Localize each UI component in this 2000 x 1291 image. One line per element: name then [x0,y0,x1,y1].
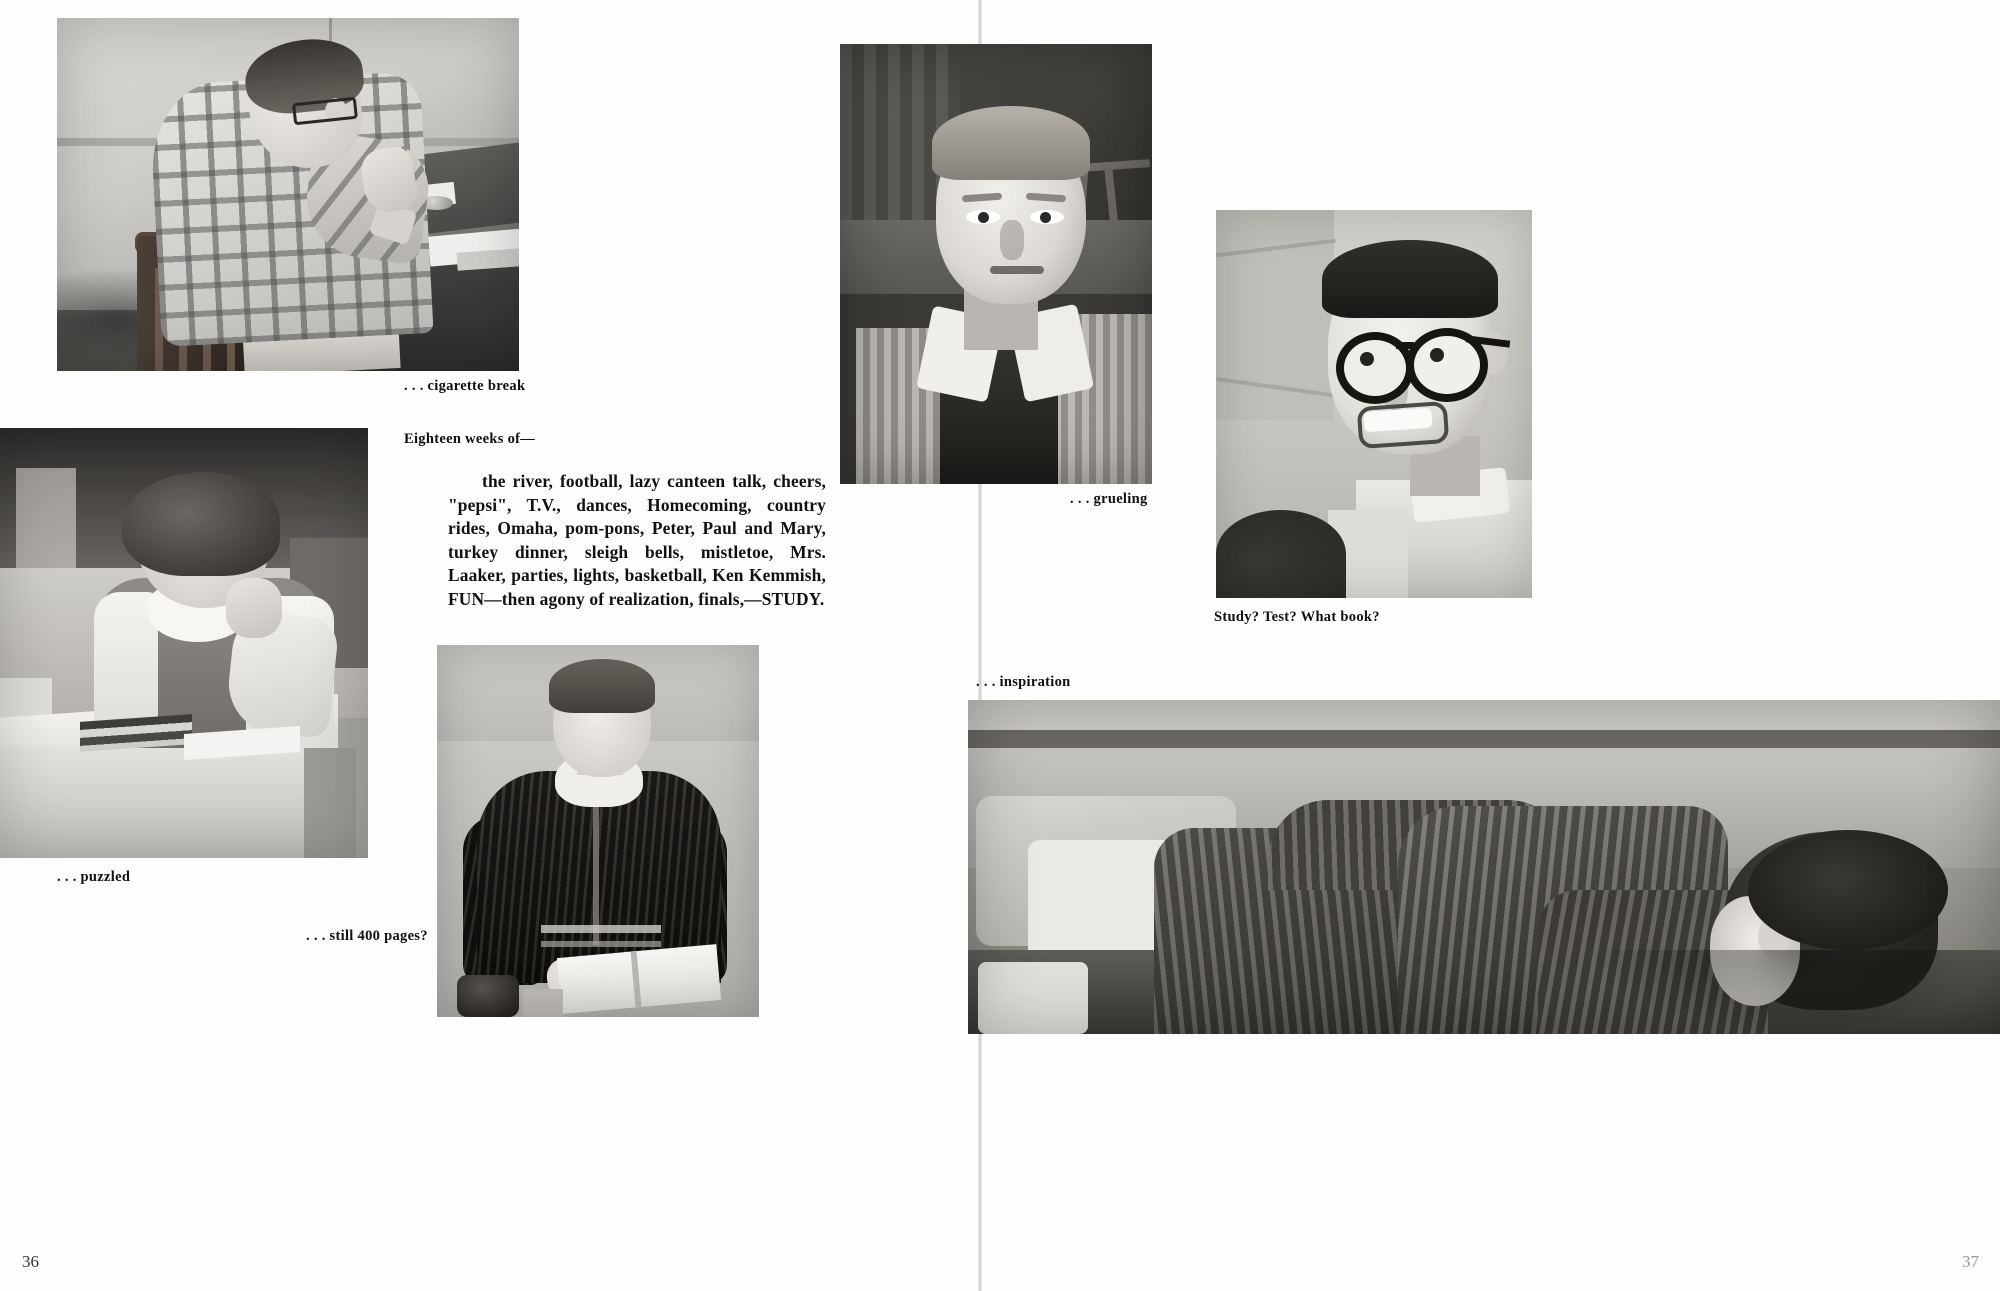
caption-inspiration: . . . inspiration [976,674,1071,690]
intro-label: Eighteen weeks of— [404,431,536,447]
photo-student-asleep-on-table [968,700,2000,1034]
caption-puzzled: . . . puzzled [57,869,131,885]
photo-portrait-student-glasses-smiling [1216,210,1532,598]
page-number-right: 37 [1962,1252,1979,1271]
caption-grueling: . . . grueling [1070,491,1148,507]
caption-cigarette-break: . . . cigarette break [404,378,526,394]
photo-student-smoking-at-desk [57,18,519,371]
caption-still-400-pages: . . . still 400 pages? [306,928,428,944]
photo-portrait-student-corduroy-jacket [840,44,1152,484]
body-paragraph: the river, football, lazy canteen talk, cheers, "pepsi", T.V., dances, Homecoming, country rides, Omaha, pom-pons, Peter, Paul and Mary, turkey dinner, sleigh bells, mistletoe, Mrs. Laaker, parties, lights, basketball, Ken Kemmish, FUN—then agony of realization, finals,—STUDY. [448,471,826,609]
caption-study-test: Study? Test? What book? [1214,609,1380,625]
page-number-left: 36 [22,1252,39,1271]
photo-student-reading-large-book [437,645,759,1017]
photo-student-head-in-hand-at-table [0,428,368,858]
